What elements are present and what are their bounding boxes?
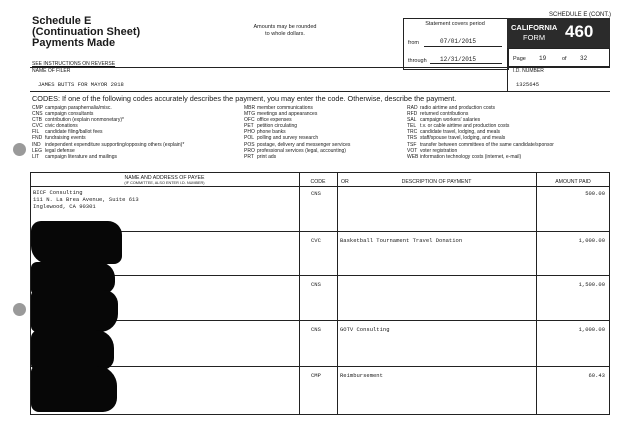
code-abbrev: LIT — [32, 153, 40, 160]
code-abbrev: TRC — [407, 129, 418, 136]
header-payee-sub: (IF COMMITTEE, ALSO ENTER I.D. NUMBER) — [124, 181, 205, 185]
header-amount: AMOUNT PAID — [555, 179, 591, 185]
code-description: radio airtime and production costs — [420, 105, 496, 111]
through-value: 12/31/2015 — [440, 56, 477, 63]
of-label: of — [562, 56, 567, 62]
form-title-line3: Payments Made — [32, 37, 116, 49]
header-or: OR — [341, 179, 349, 185]
code-description: campaign literature and mailings — [45, 153, 117, 160]
codes-column-3 — [407, 105, 554, 160]
table-row-description: Reimbursement — [340, 372, 383, 379]
code-description: t.v. or cable airtime and production costs — [420, 123, 510, 130]
code-description: campaign consultants — [45, 111, 94, 118]
code-description: meetings and appearances — [257, 111, 318, 118]
table-row-payee-city: Inglewood, CA 90301 — [33, 203, 96, 210]
code-description: phone banks — [257, 129, 286, 136]
code-abbrev: IND — [32, 141, 41, 148]
code-abbrev: PRT — [244, 153, 254, 160]
table-row-payee-name: BICF Consulting — [33, 189, 83, 196]
table-row-code: CVC — [311, 237, 321, 244]
code-description: member communications — [257, 105, 313, 111]
code-abbrev: CNS — [32, 111, 43, 118]
code-abbrev: WEB — [407, 153, 419, 160]
from-label: from — [408, 40, 419, 46]
code-abbrev: CVC — [32, 123, 43, 130]
code-entry — [244, 154, 350, 160]
see-instructions: SEE INSTRUCTIONS ON REVERSE — [32, 61, 116, 67]
code-description: candidate filing/ballot fees — [45, 129, 103, 136]
table-row-description: GOTV Consulting — [340, 326, 390, 333]
table-row-amount: 1,500.00 — [578, 281, 605, 288]
table-row-description: Basketball Tournament Travel Donation — [340, 237, 463, 244]
table-row-amount: 1,000.00 — [578, 237, 605, 244]
code-abbrev: PET — [244, 123, 254, 130]
form-title-line1: Schedule E — [32, 15, 92, 27]
punch-hole — [13, 303, 26, 316]
schedule-label: SCHEDULE E (CONT.) — [548, 12, 611, 18]
name-of-filer-label: NAME OF FILER — [32, 68, 71, 74]
page-value: 19 — [539, 55, 547, 62]
code-description: print ads — [257, 153, 277, 160]
id-number: 1325645 — [516, 81, 540, 88]
code-abbrev: RAD — [407, 105, 418, 111]
redaction-block — [31, 290, 118, 332]
code-abbrev: RFD — [407, 111, 418, 118]
code-description: voter registration — [420, 147, 458, 154]
form-label: FORM — [523, 33, 546, 42]
code-description: campaign paraphernalia/misc. — [45, 105, 112, 111]
codes-column-1 — [32, 105, 184, 160]
form-title-line2: (Continuation Sheet) — [32, 26, 141, 38]
code-description: legal defense — [45, 147, 75, 154]
name-of-filer: JAMES BUTTS FOR MAYOR 2018 — [38, 81, 124, 88]
redaction-block — [31, 366, 117, 412]
from-value: 07/01/2015 — [440, 38, 477, 45]
codes-column-2 — [244, 105, 350, 160]
code-abbrev: MTG — [244, 111, 256, 118]
code-abbrev: FND — [32, 135, 43, 142]
code-entry — [32, 154, 184, 160]
code-abbrev: PRO — [244, 147, 255, 154]
code-description: campaign workers' salaries — [420, 117, 481, 124]
code-description: candidate travel, lodging, and meals — [420, 129, 501, 136]
code-abbrev: POS — [244, 141, 255, 148]
form-number: 460 — [565, 22, 594, 41]
header-payee: NAME AND ADDRESS OF PAYEE — [124, 175, 205, 181]
statement-label: Statement covers period — [425, 21, 485, 27]
code-description: information technology costs (internet, e-mail) — [420, 153, 522, 160]
redaction-block — [31, 221, 122, 264]
redaction-block — [31, 330, 114, 370]
code-description: contribution (explain nonmonetary)* — [45, 117, 124, 124]
code-abbrev: LEG — [32, 147, 43, 154]
code-abbrev: TEL — [407, 123, 417, 130]
code-abbrev: POL — [244, 135, 255, 142]
code-description: transfer between committees of the same candidate/sponsor — [420, 141, 554, 148]
code-description: petition circulating — [257, 123, 298, 130]
header-code: CODE — [310, 179, 326, 185]
california-label: CALIFORNIA — [511, 23, 558, 32]
code-description: returned contributions — [420, 111, 469, 118]
code-entry — [407, 154, 554, 160]
table-row-code: CNS — [311, 326, 321, 333]
header-description: DESCRIPTION OF PAYMENT — [401, 179, 472, 185]
code-abbrev: TSF — [407, 141, 417, 148]
code-abbrev: CTB — [32, 117, 42, 124]
of-value: 32 — [580, 55, 588, 62]
table-row-amount: 500.00 — [585, 190, 605, 197]
code-abbrev: MBR — [244, 105, 256, 111]
rounding-note: Amounts may be rounded to whole dollars. — [253, 24, 317, 37]
code-abbrev: OFC — [244, 117, 255, 124]
table-row-payee-address: 111 N. La Brea Avenue, Suite 613 — [33, 196, 139, 203]
codes-header: CODES: If one of the following codes accurately describes the payment, you may enter the code. Otherwise, describe the payment. — [32, 94, 457, 103]
code-description: civic donations — [45, 123, 78, 130]
code-abbrev: VOT — [407, 147, 418, 154]
code-description: independent expenditure supporting/opposing others (explain)* — [45, 141, 185, 148]
code-description: polling and survey research — [257, 135, 319, 142]
punch-hole — [13, 143, 26, 156]
table-row-code: CNS — [311, 281, 321, 288]
code-description: staff/spouse travel, lodging, and meals — [420, 135, 506, 142]
table-row-amount: 1,000.00 — [578, 326, 605, 333]
table-row-amount: 60.43 — [588, 372, 605, 379]
code-abbrev: SAL — [407, 117, 417, 124]
through-label: through — [408, 58, 427, 64]
code-abbrev: TRS — [407, 135, 417, 142]
code-abbrev: FIL — [32, 129, 40, 136]
code-description: fundraising events — [45, 135, 86, 142]
table-row-code: CNS — [311, 190, 321, 197]
code-abbrev: CMP — [32, 105, 44, 111]
id-number-label: I.D. NUMBER — [513, 68, 544, 74]
code-description: postage, delivery and messenger services — [257, 141, 351, 148]
code-description: professional services (legal, accounting) — [257, 147, 346, 154]
table-row-code: CMP — [311, 372, 321, 379]
page-label: Page — [513, 56, 526, 62]
code-description: office expenses — [257, 117, 292, 124]
code-abbrev: PHO — [244, 129, 255, 136]
